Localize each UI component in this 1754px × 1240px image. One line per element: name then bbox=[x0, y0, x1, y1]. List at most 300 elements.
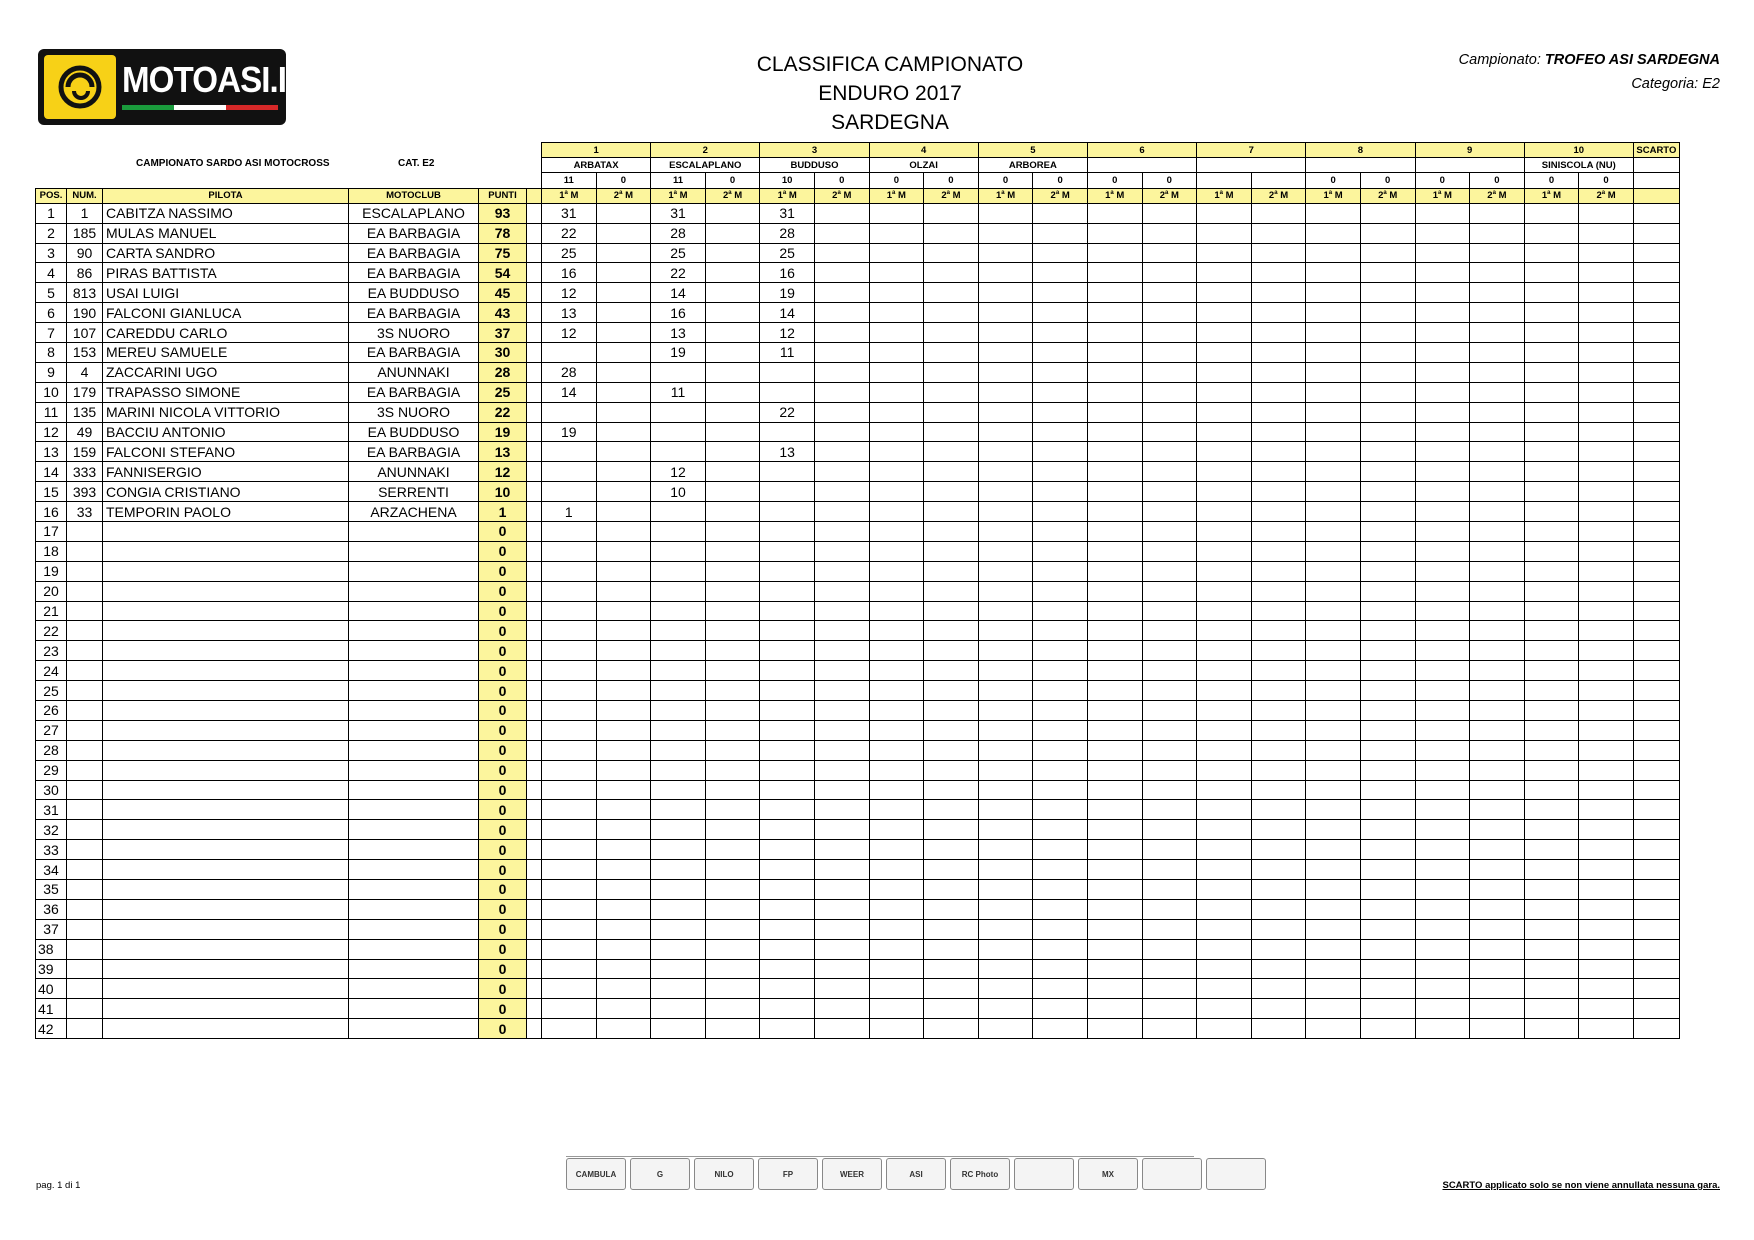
score-cell bbox=[651, 760, 706, 780]
score-cell bbox=[1142, 283, 1197, 303]
score-cell bbox=[1251, 243, 1306, 263]
spacer-cell bbox=[527, 581, 542, 601]
pilota-cell bbox=[103, 641, 349, 661]
score-cell bbox=[1033, 522, 1088, 542]
score-cell bbox=[1142, 462, 1197, 482]
score-cell bbox=[542, 402, 597, 422]
score-cell bbox=[760, 720, 815, 740]
score-cell bbox=[1524, 979, 1579, 999]
score-cell bbox=[1524, 561, 1579, 581]
spacer-cell bbox=[527, 502, 542, 522]
score-cell bbox=[1033, 362, 1088, 382]
score-cell bbox=[1251, 482, 1306, 502]
punti-cell: 0 bbox=[479, 720, 527, 740]
spacer-cell bbox=[527, 442, 542, 462]
motoclub-cell: EA BARBAGIA bbox=[349, 442, 479, 462]
score-cell bbox=[760, 860, 815, 880]
score-cell bbox=[1306, 641, 1361, 661]
pilota-cell bbox=[103, 1019, 349, 1039]
score-cell bbox=[1306, 701, 1361, 721]
score-cell bbox=[1142, 323, 1197, 343]
pilota-cell bbox=[103, 561, 349, 581]
pos-cell: 23 bbox=[36, 641, 67, 661]
table-row bbox=[36, 482, 1680, 502]
score-cell bbox=[1033, 243, 1088, 263]
score-cell bbox=[924, 621, 979, 641]
num-cell: 185 bbox=[67, 223, 103, 243]
round-count-m2: 0 bbox=[596, 173, 651, 188]
score-cell bbox=[542, 701, 597, 721]
score-cell bbox=[1415, 760, 1470, 780]
round-number: 9 bbox=[1415, 143, 1524, 158]
score-cell bbox=[1306, 820, 1361, 840]
pos-header: POS. bbox=[36, 188, 67, 203]
motoclub-cell bbox=[349, 701, 479, 721]
score-cell bbox=[1524, 263, 1579, 283]
score-cell bbox=[651, 641, 706, 661]
score-cell bbox=[1524, 800, 1579, 820]
spacer-cell bbox=[527, 561, 542, 581]
num-cell: 159 bbox=[67, 442, 103, 462]
spacer-cell bbox=[527, 899, 542, 919]
score-cell bbox=[1524, 740, 1579, 760]
table-row bbox=[36, 740, 1680, 760]
score-cell bbox=[1579, 462, 1634, 482]
score-cell bbox=[705, 681, 760, 701]
score-cell bbox=[1033, 442, 1088, 462]
spacer-cell bbox=[527, 939, 542, 959]
score-cell bbox=[1251, 621, 1306, 641]
num-cell bbox=[67, 860, 103, 880]
score-cell bbox=[760, 999, 815, 1019]
spacer-cell bbox=[527, 820, 542, 840]
score-cell bbox=[814, 740, 869, 760]
pilota-cell bbox=[103, 880, 349, 900]
score-cell bbox=[651, 959, 706, 979]
score-cell bbox=[651, 840, 706, 860]
score-cell bbox=[596, 1019, 651, 1039]
score-cell bbox=[651, 800, 706, 820]
scarto-cell bbox=[1633, 780, 1679, 800]
score-cell bbox=[705, 880, 760, 900]
num-cell bbox=[67, 661, 103, 681]
sponsor-logo bbox=[1206, 1158, 1266, 1190]
score-cell bbox=[1197, 442, 1252, 462]
score-cell bbox=[596, 522, 651, 542]
score-cell bbox=[978, 740, 1033, 760]
score-cell bbox=[651, 581, 706, 601]
score-cell bbox=[1579, 581, 1634, 601]
score-cell bbox=[1033, 919, 1088, 939]
score-cell bbox=[1306, 840, 1361, 860]
scarto-cell bbox=[1633, 840, 1679, 860]
table-row bbox=[36, 342, 1680, 362]
score-cell bbox=[978, 541, 1033, 561]
pilota-cell: MEREU SAMUELE bbox=[103, 342, 349, 362]
score-cell bbox=[705, 999, 760, 1019]
sponsor-logo: G bbox=[630, 1158, 690, 1190]
score-cell bbox=[1197, 362, 1252, 382]
score-cell bbox=[1197, 522, 1252, 542]
moto2-header: 2$^a$ M bbox=[596, 188, 651, 203]
score-cell bbox=[924, 681, 979, 701]
pos-cell: 7 bbox=[36, 323, 67, 343]
score-cell bbox=[1033, 880, 1088, 900]
spacer-cell bbox=[527, 522, 542, 542]
score-cell bbox=[1251, 979, 1306, 999]
score-cell bbox=[1306, 1019, 1361, 1039]
score-cell bbox=[1524, 303, 1579, 323]
score-cell bbox=[596, 621, 651, 641]
score-cell bbox=[1142, 661, 1197, 681]
round-place bbox=[1415, 158, 1524, 173]
pilota-cell: TEMPORIN PAOLO bbox=[103, 502, 349, 522]
pilota-cell bbox=[103, 919, 349, 939]
score-cell bbox=[924, 482, 979, 502]
punti-cell: 0 bbox=[479, 780, 527, 800]
num-cell bbox=[67, 800, 103, 820]
pos-cell: 28 bbox=[36, 740, 67, 760]
score-cell bbox=[978, 283, 1033, 303]
score-cell bbox=[924, 1019, 979, 1039]
score-cell bbox=[1470, 442, 1525, 462]
score-cell bbox=[978, 760, 1033, 780]
round-number: 8 bbox=[1306, 143, 1415, 158]
score-cell bbox=[1306, 601, 1361, 621]
score-cell bbox=[1360, 919, 1415, 939]
score-cell bbox=[760, 522, 815, 542]
score-cell bbox=[814, 402, 869, 422]
score-cell bbox=[705, 621, 760, 641]
score-cell bbox=[1087, 581, 1142, 601]
score-cell bbox=[596, 502, 651, 522]
column-header-row bbox=[36, 188, 1680, 203]
score-cell bbox=[542, 939, 597, 959]
num-cell bbox=[67, 601, 103, 621]
motoclub-cell bbox=[349, 780, 479, 800]
pos-cell: 10 bbox=[36, 382, 67, 402]
score-cell bbox=[1142, 243, 1197, 263]
score-cell bbox=[1579, 840, 1634, 860]
score-cell bbox=[1579, 899, 1634, 919]
pos-cell: 42 bbox=[36, 1019, 67, 1039]
num-cell bbox=[67, 760, 103, 780]
score-cell bbox=[978, 860, 1033, 880]
score-cell bbox=[705, 581, 760, 601]
score-cell bbox=[1306, 999, 1361, 1019]
score-cell bbox=[1524, 522, 1579, 542]
score-cell bbox=[1251, 601, 1306, 621]
score-cell bbox=[1087, 362, 1142, 382]
score-cell bbox=[814, 601, 869, 621]
score-cell bbox=[705, 661, 760, 681]
spacer-cell bbox=[527, 362, 542, 382]
round-count-m1: 10 bbox=[760, 173, 815, 188]
motoclub-cell bbox=[349, 899, 479, 919]
punti-cell: 28 bbox=[479, 362, 527, 382]
score-cell bbox=[1142, 522, 1197, 542]
score-cell bbox=[1470, 402, 1525, 422]
score-cell bbox=[1033, 541, 1088, 561]
score-cell bbox=[1197, 979, 1252, 999]
punti-cell: 0 bbox=[479, 581, 527, 601]
score-cell bbox=[978, 899, 1033, 919]
table-row bbox=[36, 899, 1680, 919]
punti-cell: 0 bbox=[479, 979, 527, 999]
score-cell bbox=[1197, 720, 1252, 740]
num-cell bbox=[67, 880, 103, 900]
score-cell bbox=[1579, 1019, 1634, 1039]
score-cell bbox=[1579, 402, 1634, 422]
score-cell bbox=[869, 959, 924, 979]
score-cell bbox=[1470, 223, 1525, 243]
score-cell bbox=[1579, 422, 1634, 442]
score-cell bbox=[1087, 880, 1142, 900]
score-cell bbox=[1360, 1019, 1415, 1039]
pilota-header: PILOTA bbox=[103, 188, 349, 203]
score-cell bbox=[1524, 342, 1579, 362]
score-cell bbox=[596, 800, 651, 820]
score-cell bbox=[1470, 541, 1525, 561]
punti-cell: 0 bbox=[479, 1019, 527, 1039]
score-cell bbox=[651, 541, 706, 561]
score-cell bbox=[542, 780, 597, 800]
score-cell bbox=[651, 442, 706, 462]
score-cell bbox=[542, 800, 597, 820]
score-cell bbox=[1579, 283, 1634, 303]
score-cell bbox=[1142, 1019, 1197, 1039]
score-cell bbox=[978, 482, 1033, 502]
score-cell bbox=[924, 223, 979, 243]
spacer-cell bbox=[527, 681, 542, 701]
score-cell: 13 bbox=[651, 323, 706, 343]
page-number: pag. 1 di 1 bbox=[36, 1180, 81, 1191]
pos-cell: 14 bbox=[36, 462, 67, 482]
score-cell bbox=[814, 999, 869, 1019]
score-cell bbox=[924, 701, 979, 721]
score-cell bbox=[705, 780, 760, 800]
score-cell bbox=[1087, 462, 1142, 482]
title-line-2: ENDURO 2017 bbox=[818, 82, 962, 105]
punti-cell: 0 bbox=[479, 880, 527, 900]
score-cell bbox=[1415, 740, 1470, 760]
score-cell bbox=[1470, 1019, 1525, 1039]
spacer-cell bbox=[527, 283, 542, 303]
spacer-cell bbox=[527, 621, 542, 641]
score-cell bbox=[1360, 422, 1415, 442]
score-cell bbox=[978, 681, 1033, 701]
score-cell bbox=[596, 342, 651, 362]
moto1-header: 1$^a$ M bbox=[1415, 188, 1470, 203]
score-cell bbox=[1524, 760, 1579, 780]
pos-cell: 11 bbox=[36, 402, 67, 422]
score-cell bbox=[814, 462, 869, 482]
score-cell bbox=[705, 919, 760, 939]
score-cell bbox=[1033, 701, 1088, 721]
score-cell bbox=[1524, 959, 1579, 979]
score-cell bbox=[1360, 641, 1415, 661]
round-place: BUDDUSO bbox=[760, 158, 869, 173]
scarto-cell bbox=[1633, 959, 1679, 979]
spacer-cell bbox=[527, 701, 542, 721]
num-cell bbox=[67, 919, 103, 939]
num-cell bbox=[67, 701, 103, 721]
categoria-line bbox=[1459, 72, 1720, 96]
motoclub-cell: EA BARBAGIA bbox=[349, 243, 479, 263]
score-cell bbox=[814, 880, 869, 900]
score-cell bbox=[924, 720, 979, 740]
motoclub-cell: EA BUDDUSO bbox=[349, 283, 479, 303]
score-cell bbox=[1415, 382, 1470, 402]
score-cell bbox=[705, 820, 760, 840]
score-cell bbox=[924, 939, 979, 959]
score-cell bbox=[1087, 541, 1142, 561]
score-cell bbox=[1251, 780, 1306, 800]
score-cell bbox=[1360, 402, 1415, 422]
categoria-value: E2 bbox=[1702, 76, 1720, 92]
score-cell bbox=[1470, 740, 1525, 760]
score-cell bbox=[1087, 800, 1142, 820]
score-cell bbox=[924, 522, 979, 542]
motoclub-cell bbox=[349, 840, 479, 860]
score-cell bbox=[978, 780, 1033, 800]
score-cell bbox=[1470, 701, 1525, 721]
score-cell bbox=[760, 422, 815, 442]
score-cell bbox=[1087, 303, 1142, 323]
logo-flag-stripe bbox=[122, 105, 278, 110]
round-place: SINISCOLA (NU) bbox=[1524, 158, 1633, 173]
score-cell bbox=[924, 362, 979, 382]
score-cell bbox=[814, 780, 869, 800]
score-cell bbox=[924, 979, 979, 999]
score-cell bbox=[596, 840, 651, 860]
score-cell bbox=[651, 621, 706, 641]
moto2-header: 2$^a$ M bbox=[1579, 188, 1634, 203]
sponsor-logo bbox=[1142, 1158, 1202, 1190]
pos-cell: 5 bbox=[36, 283, 67, 303]
pos-cell: 13 bbox=[36, 442, 67, 462]
score-cell bbox=[1197, 243, 1252, 263]
score-cell bbox=[1360, 899, 1415, 919]
pos-cell: 16 bbox=[36, 502, 67, 522]
score-cell bbox=[1142, 740, 1197, 760]
score-cell bbox=[924, 422, 979, 442]
table-row bbox=[36, 939, 1680, 959]
score-cell bbox=[1142, 720, 1197, 740]
score-cell bbox=[760, 1019, 815, 1039]
spacer-cell bbox=[527, 402, 542, 422]
score-cell bbox=[596, 959, 651, 979]
score-cell bbox=[1087, 661, 1142, 681]
table-row bbox=[36, 701, 1680, 721]
score-cell bbox=[1087, 203, 1142, 223]
round-place: ARBATAX bbox=[542, 158, 651, 173]
score-cell bbox=[869, 581, 924, 601]
score-cell bbox=[1360, 382, 1415, 402]
score-cell bbox=[1415, 999, 1470, 1019]
punti-cell: 25 bbox=[479, 382, 527, 402]
score-cell bbox=[1033, 681, 1088, 701]
score-cell bbox=[1142, 999, 1197, 1019]
table-row bbox=[36, 323, 1680, 343]
score-cell bbox=[705, 382, 760, 402]
punti-cell: 93 bbox=[479, 203, 527, 223]
logo-text: MOTOASI.IT bbox=[122, 59, 306, 100]
round-number: 6 bbox=[1087, 143, 1196, 158]
pilota-cell bbox=[103, 899, 349, 919]
score-cell bbox=[1087, 701, 1142, 721]
punti-header: PUNTI bbox=[479, 188, 527, 203]
score-cell bbox=[1470, 880, 1525, 900]
score-cell bbox=[814, 1019, 869, 1039]
score-cell bbox=[1470, 601, 1525, 621]
sponsor-logo: FP bbox=[758, 1158, 818, 1190]
score-cell bbox=[1306, 462, 1361, 482]
score-cell bbox=[924, 342, 979, 362]
score-cell bbox=[1197, 919, 1252, 939]
motoclub-cell: ANUNNAKI bbox=[349, 362, 479, 382]
score-cell bbox=[978, 223, 1033, 243]
score-cell bbox=[596, 303, 651, 323]
score-cell bbox=[1524, 601, 1579, 621]
standings-table bbox=[35, 142, 1680, 1039]
score-cell bbox=[1415, 263, 1470, 283]
num-cell: 90 bbox=[67, 243, 103, 263]
score-cell bbox=[1087, 919, 1142, 939]
score-cell bbox=[1197, 462, 1252, 482]
round-place bbox=[1306, 158, 1415, 173]
score-cell bbox=[705, 342, 760, 362]
score-cell bbox=[651, 880, 706, 900]
score-cell bbox=[814, 482, 869, 502]
score-cell bbox=[1251, 402, 1306, 422]
motoclub-cell bbox=[349, 959, 479, 979]
score-cell bbox=[596, 701, 651, 721]
score-cell bbox=[1360, 561, 1415, 581]
score-cell bbox=[1415, 342, 1470, 362]
num-cell: 135 bbox=[67, 402, 103, 422]
motoclub-cell bbox=[349, 760, 479, 780]
score-cell bbox=[1033, 581, 1088, 601]
score-cell bbox=[651, 820, 706, 840]
score-cell bbox=[1087, 939, 1142, 959]
score-cell bbox=[1470, 561, 1525, 581]
score-cell bbox=[1415, 880, 1470, 900]
score-cell bbox=[1197, 303, 1252, 323]
score-cell bbox=[1524, 283, 1579, 303]
score-cell bbox=[1579, 820, 1634, 840]
score-cell bbox=[1524, 999, 1579, 1019]
pilota-cell: BACCIU ANTONIO bbox=[103, 422, 349, 442]
score-cell bbox=[1415, 979, 1470, 999]
score-cell bbox=[1579, 362, 1634, 382]
spacer-cell bbox=[527, 382, 542, 402]
score-cell bbox=[978, 701, 1033, 721]
score-cell bbox=[705, 760, 760, 780]
num-cell: 1 bbox=[67, 203, 103, 223]
punti-cell: 13 bbox=[479, 442, 527, 462]
score-cell bbox=[1360, 959, 1415, 979]
score-cell bbox=[760, 561, 815, 581]
score-cell bbox=[760, 919, 815, 939]
score-cell bbox=[1251, 283, 1306, 303]
score-cell bbox=[596, 203, 651, 223]
score-cell bbox=[1033, 820, 1088, 840]
pos-cell: 15 bbox=[36, 482, 67, 502]
table-row bbox=[36, 979, 1680, 999]
pilota-cell bbox=[103, 720, 349, 740]
spacer-cell bbox=[527, 800, 542, 820]
